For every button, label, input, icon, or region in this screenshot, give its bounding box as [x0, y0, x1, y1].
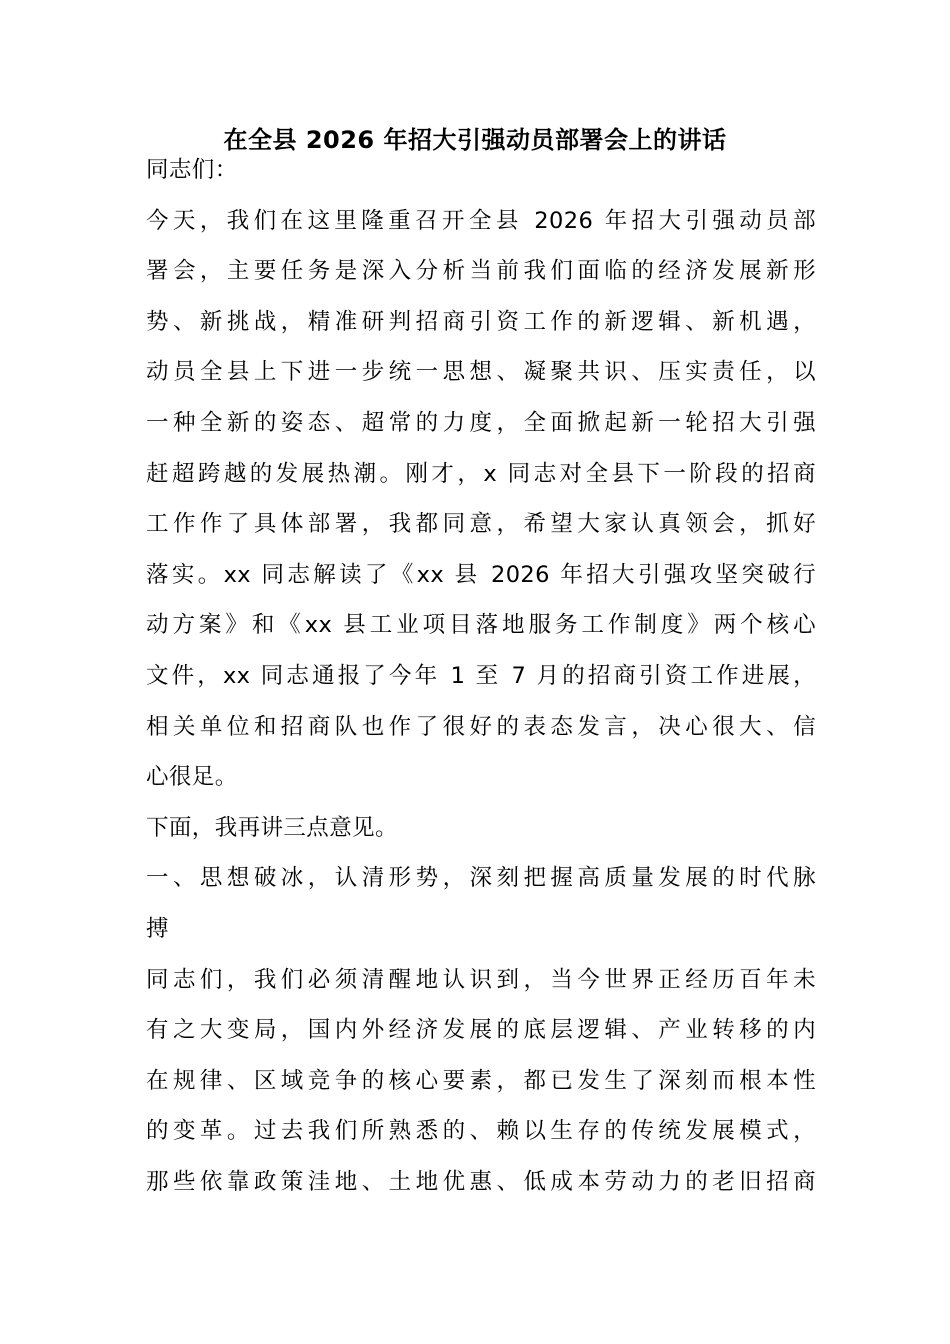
- body-line: 同志们：: [146, 157, 238, 183]
- body-line: 文件，xx 同志通报了今年 1 至 7 月的招商引资工作进展，: [146, 663, 816, 689]
- body-line: 署会，主要任务是深入分析当前我们面临的经济发展新形: [146, 258, 816, 285]
- body-line: 下面，我再讲三点意见。: [146, 814, 398, 841]
- body-line: 一、思想破冰，认清形势，深刻把握高质量发展的时代脉: [146, 865, 816, 892]
- body-line: 工作作了具体部署，我都同意，希望大家认真领会，抓好: [146, 511, 816, 538]
- body-line: 相关单位和招商队也作了很好的表态发言，决心很大、信: [146, 713, 816, 740]
- body-line: 心很足。: [146, 764, 238, 791]
- body-line: 搏: [146, 916, 169, 942]
- body-line: 势、新挑战，精准研判招商引资工作的新逻辑、新机遇，: [146, 308, 816, 335]
- speech-title: 在全县 2026 年招大引强动员部署会上的讲话: [223, 126, 727, 154]
- body-line: 动方案》和《xx 县工业项目落地服务工作制度》两个核心: [146, 612, 816, 639]
- body-line: 那些依靠政策洼地、土地优惠、低成本劳动力的老旧招商: [146, 1169, 816, 1195]
- body-line: 的变革。过去我们所熟悉的、赖以生存的传统发展模式，: [146, 1118, 816, 1145]
- body-line: 在规律、区域竞争的核心要素，都已发生了深刻而根本性: [146, 1067, 816, 1094]
- body-line: 今天，我们在这里隆重召开全县 2026 年招大引强动员部: [146, 207, 816, 234]
- body-line: 赶超跨越的发展热潮。刚才，x 同志对全县下一阶段的招商: [146, 460, 816, 487]
- body-line: 有之大变局，国内外经济发展的底层逻辑、产业转移的内: [146, 1017, 816, 1044]
- body-line: 动员全县上下进一步统一思想、凝聚共识、压实责任，以: [146, 359, 816, 386]
- body-line: 落实。xx 同志解读了《xx 县 2026 年招大引强攻坚突破行: [146, 561, 816, 588]
- body-line: 一种全新的姿态、超常的力度，全面掀起新一轮招大引强: [146, 410, 816, 436]
- body-line: 同志们，我们必须清醒地认识到，当今世界正经历百年未: [146, 966, 816, 993]
